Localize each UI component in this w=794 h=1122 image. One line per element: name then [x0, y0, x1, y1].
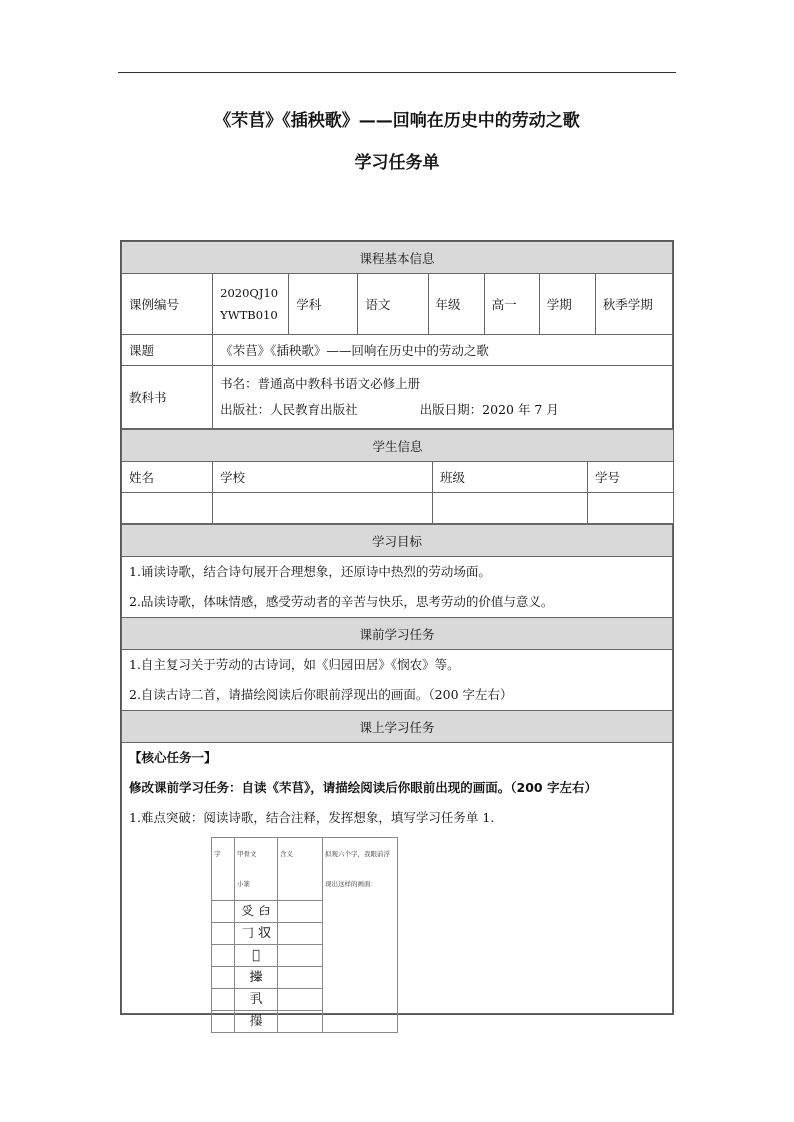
worksheet-figure [211, 837, 403, 1029]
mini-col-script: 甲骨文 小篆 [235, 838, 278, 901]
pre-tasks-header: 课前学习任务 [122, 618, 673, 650]
grade-label: 年级 [428, 274, 484, 335]
document-title: 《芣苢》《插秧歌》——回响在历史中的劳动之歌 [214, 111, 580, 131]
goals-header: 学习目标 [122, 525, 673, 557]
publisher: 出版社：人民教育出版社 [220, 402, 358, 417]
glyph-cell: 𢼸 [235, 945, 278, 967]
glyph-cell: 𢹯 [235, 1011, 278, 1033]
glyph-cell: 𢩦 [235, 989, 278, 1011]
textbook-label: 教科书 [122, 366, 213, 429]
class-label: 班级 [433, 462, 588, 493]
in-class-header: 课上学习任务 [122, 711, 673, 743]
pre-tasks-body [122, 650, 673, 711]
term-label: 学期 [539, 274, 595, 335]
student-info-header: 学生信息 [122, 430, 674, 462]
pre-task-item: 1.自主复习关于劳动的古诗词，如《归园田居》《悯农》等。 [129, 657, 460, 672]
step-one: 1.难点突破：阅读诗歌，结合注释，发挥想象，填写学习任务单 1. [129, 810, 495, 825]
book-name: 书名：普通高中教科书语文必修上册 [220, 376, 421, 391]
case-no-value: 2020QJ10 YWTB010 [213, 274, 289, 335]
worksheet-mini-table [211, 837, 398, 1033]
glyph-cell: 𠬪 𦥑 [235, 901, 278, 923]
task-sheet [120, 240, 674, 1029]
case-no-label: 课例编号 [122, 274, 213, 335]
mini-col-meaning: 含义 [278, 838, 323, 901]
textbook-value [213, 366, 673, 429]
name-field[interactable] [122, 493, 213, 524]
document-subtitle: 学习任务单 [354, 153, 440, 173]
mini-col-char: 字 [212, 838, 235, 901]
goal-item: 2.品读诗歌，体味情感，感受劳动者的辛苦与快乐，思考劳动的价值与意义。 [129, 594, 554, 609]
id-field[interactable] [588, 493, 674, 524]
info-table [121, 241, 673, 429]
glyph-cell: 𠃌 𠬧 [235, 923, 278, 945]
school-label: 学校 [213, 462, 433, 493]
pre-task-item: 2.自读古诗二首，请描绘阅读后你眼前浮现出的画面。（200 字左右） [129, 687, 513, 702]
goal-item: 1.诵读诗歌，结合诗句展开合理想象，还原诗中热烈的劳动场面。 [129, 564, 491, 579]
course-info-header: 课程基本信息 [122, 242, 673, 274]
goals-table [121, 524, 673, 1029]
class-field[interactable] [433, 493, 588, 524]
pub-date: 出版日期：2020 年 7 月 [419, 402, 559, 417]
subject-value: 语文 [358, 274, 428, 335]
revised-task: 修改课前学习任务：自读《芣苢》，请描绘阅读后你眼前出现的画面。（200 字左右） [129, 780, 597, 795]
name-label: 姓名 [122, 462, 213, 493]
student-table [121, 429, 674, 524]
in-class-body [122, 743, 673, 1029]
header-rule [118, 72, 676, 73]
core-task-label: 【核心任务一】 [129, 750, 217, 765]
subject-label: 学科 [289, 274, 358, 335]
id-label: 学号 [588, 462, 674, 493]
topic-value: 《芣苢》《插秧歌》——回响在历史中的劳动之歌 [213, 335, 673, 366]
grade-value: 高一 [484, 274, 539, 335]
school-field[interactable] [213, 493, 433, 524]
glyph-cell: 𢷎 [235, 967, 278, 989]
topic-label: 课题 [122, 335, 213, 366]
goals-body [122, 557, 673, 618]
mini-col-imagine: 拟观六个字，我眼前浮现出这样的画面： [323, 838, 398, 1033]
term-value: 秋季学期 [595, 274, 672, 335]
